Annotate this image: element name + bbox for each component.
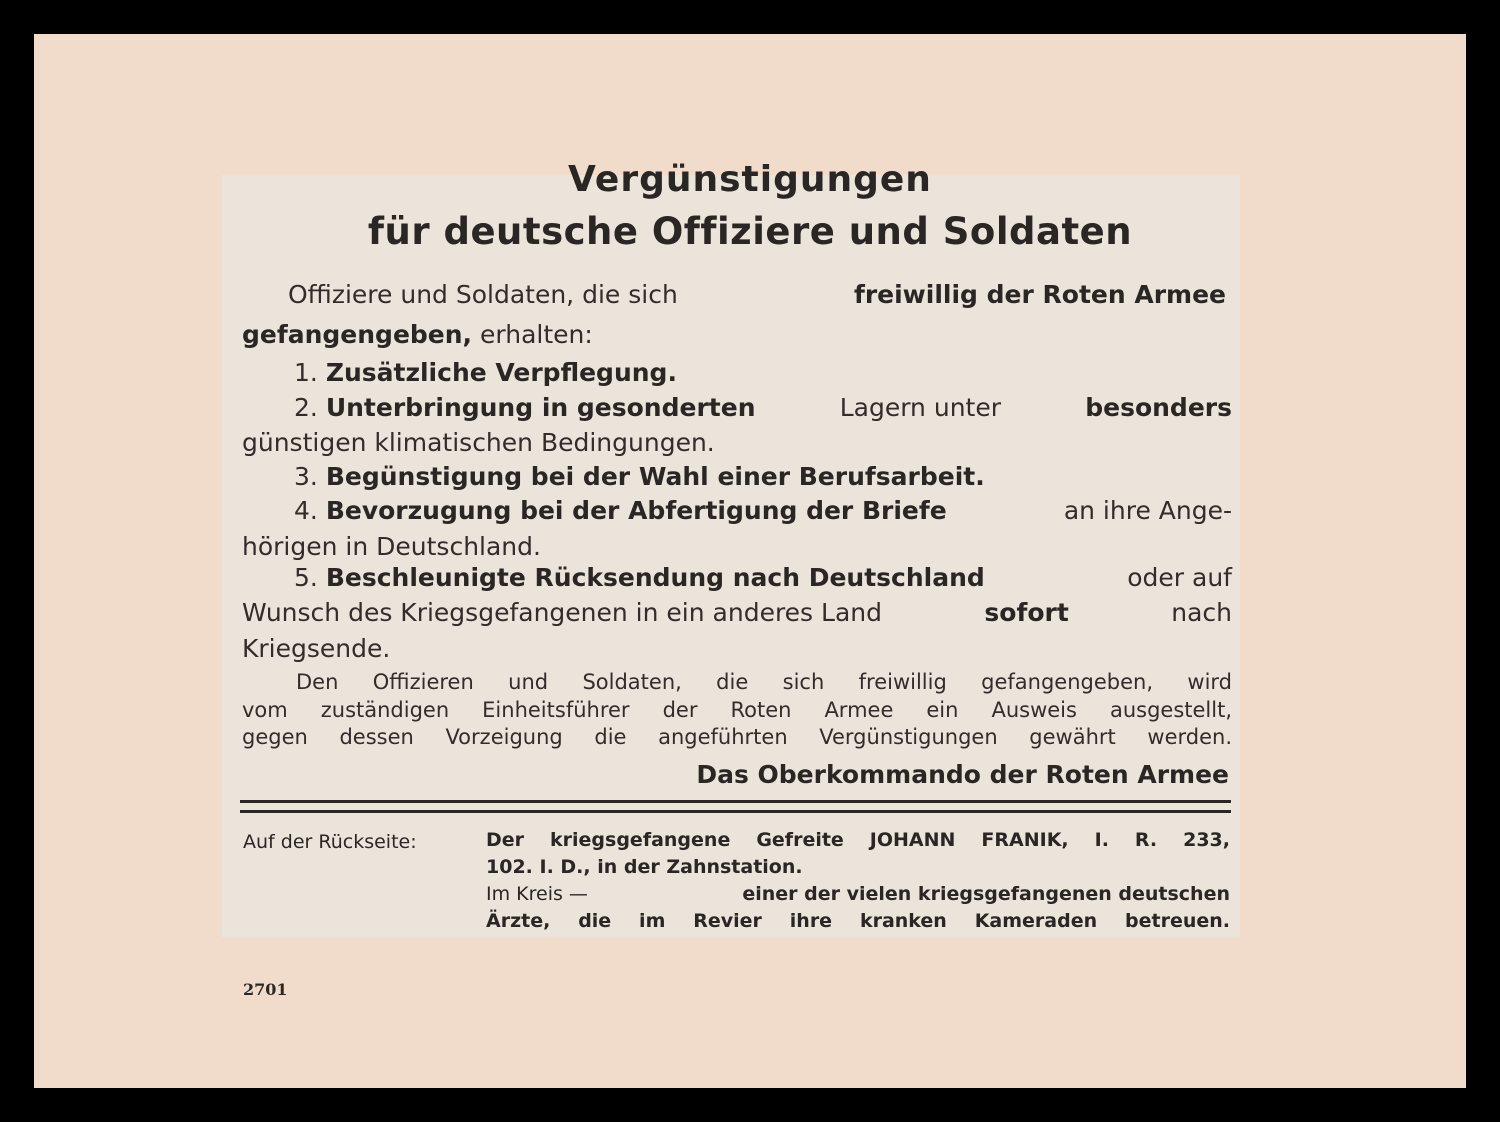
closing-line-3: gegen dessen Vorzeigung die angeführten Vergünstigungen gewährt werden.	[242, 725, 1232, 749]
item-text: Wunsch des Kriegsgefangenen in ein anderes Land	[242, 598, 882, 627]
intro-bold-2: gefangengeben,	[242, 320, 473, 349]
signature: Das Oberkommando der Roten Armee	[696, 760, 1229, 789]
caption-line-1: Der kriegsgefangene Gefreite JOHANN FRANIK, I. R. 233,	[486, 829, 1230, 851]
divider-rule-top	[240, 800, 1231, 803]
caption-line-3	[486, 883, 1230, 905]
intro-bold: freiwillig der Roten Armee	[853, 280, 1226, 309]
caption-bold: einer der vielen kriegsgefangenen deutschen	[742, 883, 1230, 905]
closing-line-1: Den Offizieren und Soldaten, die sich freiwillig gefangengeben, wird	[296, 670, 1232, 694]
item-number: 3.	[294, 462, 318, 491]
item-bold: Beschleunigte Rücksendung nach Deutschland	[325, 563, 985, 592]
item-text: an ihre Ange-	[1063, 496, 1232, 525]
intro-line-2	[242, 320, 593, 349]
list-item-5-cont	[242, 598, 1232, 627]
caption-label: Auf der Rückseite:	[243, 831, 417, 853]
item-bold: Zusätzliche Verpflegung.	[325, 358, 677, 387]
print-number: 2701	[243, 980, 288, 999]
item-bold: sofort	[984, 598, 1069, 627]
item-text: oder auf	[1127, 563, 1232, 592]
caption-text: Im Kreis —	[486, 883, 588, 905]
intro-line-1	[288, 280, 1226, 309]
list-item-3	[294, 462, 985, 491]
item-number: 5.	[294, 563, 318, 592]
item-text: Lagern unter	[839, 393, 1001, 422]
item-text-2: nach	[1171, 598, 1232, 627]
caption-line-4: Ärzte, die im Revier ihre kranken Kameraden betreuen.	[486, 910, 1230, 932]
divider-rule-bottom	[240, 810, 1231, 813]
item-number: 1.	[294, 358, 318, 387]
list-item-5-cont-2: Kriegsende.	[242, 634, 391, 663]
item-number: 2.	[294, 393, 318, 422]
intro-text: Offiziere und Soldaten, die sich	[288, 280, 678, 309]
item-bold: Unterbringung in gesonderten	[325, 393, 756, 422]
list-item-5	[294, 563, 1232, 592]
item-number: 4.	[294, 496, 318, 525]
list-item-2	[294, 393, 1232, 422]
title-line-1: Vergünstigungen	[568, 159, 932, 200]
list-item-2-cont: günstigen klimatischen Bedingungen.	[242, 428, 715, 457]
list-item-4	[294, 496, 1232, 525]
item-bold: Bevorzugung bei der Abfertigung der Briefe	[325, 496, 947, 525]
title-line-2: für deutsche Offiziere und Soldaten	[367, 210, 1133, 253]
item-bold: Begünstigung bei der Wahl einer Berufsarbeit.	[325, 462, 985, 491]
item-bold-2: besonders	[1085, 393, 1232, 422]
list-item-4-cont: hörigen in Deutschland.	[242, 532, 541, 561]
caption-line-2: 102. I. D., in der Zahnstation.	[486, 856, 803, 878]
closing-line-2: vom zuständigen Einheitsführer der Roten Armee ein Ausweis ausgestellt,	[242, 698, 1232, 722]
list-item-1	[294, 358, 677, 387]
intro-text-2: erhalten:	[480, 320, 593, 349]
